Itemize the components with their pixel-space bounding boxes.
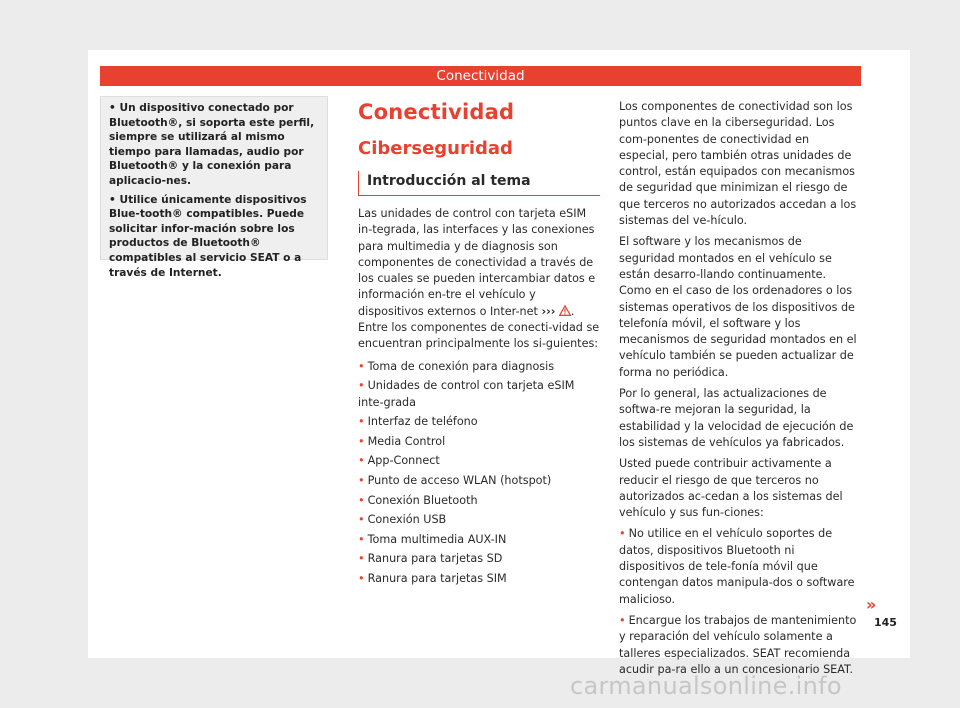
paragraph: Por lo general, las actualizaciones de softwa-re mejoran la seguridad, la estabilidad y la velocidad de ejecución de los sistemas de vehículos ya fabricados.	[619, 387, 854, 449]
paragraph: Los componentes de conectividad son los puntos clave en la ciberseguridad. Los com-ponentes de conectividad en especial, pero también otras unidades de control, están equipados con mecanismos de seguridad que minimizan el riesgo de que terceros no autorizados accedan a los sistemas del ve-hículo.	[619, 100, 857, 228]
bullet-icon: •	[358, 415, 365, 429]
bullet-icon: •	[109, 102, 120, 114]
bullet-icon: •	[619, 527, 626, 541]
middle-column	[358, 100, 600, 591]
note-item: • Utilice únicamente dispositivos Blue-tooth® compatibles. Puede solicitar infor-mación sobre los productos de Bluetooth® compatibles al servicio SEAT o a través de Internet.	[109, 193, 307, 279]
bullet-icon: •	[619, 613, 626, 627]
bullet-icon: •	[358, 473, 365, 487]
section-title: Ciberseguridad	[358, 138, 513, 159]
bullet-icon: •	[109, 193, 120, 206]
list-item: • Ranura para tarjetas SIM	[358, 571, 507, 585]
list-item: • Conexión USB	[358, 513, 447, 527]
warning-icon	[559, 305, 571, 321]
bullet-icon: •	[358, 359, 365, 373]
list-item: • Toma multimedia AUX-IN	[358, 532, 507, 546]
bullet-paragraph: • No utilice en el vehículo soportes de datos, dispositivos Bluetooth ni dispositivos de tele-fonía móvil que contengan datos manipula-dos o software malicioso.	[619, 527, 855, 606]
page-number: 145	[874, 616, 897, 629]
list-item: • Interfaz de teléfono	[358, 415, 478, 429]
subsection-heading: Introducción al tema	[358, 171, 600, 196]
component-list	[358, 359, 600, 588]
note-box	[100, 96, 328, 279]
bullet-icon: •	[358, 571, 365, 585]
chapter-header: Conectividad	[100, 66, 861, 86]
reference-arrow: ›››	[541, 304, 556, 318]
list-item: • Unidades de control con tarjeta eSIM inte-grada	[358, 379, 575, 409]
bullet-icon: •	[358, 454, 365, 468]
list-item: • Toma de conexión para diagnosis	[358, 359, 555, 373]
list-item: • Ranura para tarjetas SD	[358, 552, 503, 566]
bullet-icon: •	[358, 552, 365, 566]
bullet-icon: •	[358, 379, 365, 393]
intro-paragraph: Las unidades de control con tarjeta eSIM in-tegrada, las interfaces y las conexiones para multimedia y de diagnosis son componentes de conectividad a través de los cuales se pueden intercambiar datos e información en-tre el vehículo y dispositivos externos o Inter-net ››› . Entre los componentes de conecti-vidad se encuentran principalmente los si-guientes:	[358, 207, 600, 351]
list-item: • Conexión Bluetooth	[358, 493, 478, 507]
bullet-paragraph: • Encargue los trabajos de mantenimiento y reparación del vehículo solamente a talleres especializados. SEAT recomienda acudir pa-ra ello a un concesionario SEAT.	[619, 613, 857, 676]
list-item: • Media Control	[358, 434, 446, 448]
paragraph: El software y los mecanismos de seguridad montados en el vehículo se están desarro-llando continuamente. Como en el caso de los ordenadores o los sistemas operativos de los dispositivos de telefonía móvil, el software y los mecanismos de seguridad montados en el vehículo también se pueden actualizar de forma no periódica.	[619, 235, 857, 379]
note-item: • Un dispositivo conectado por Bluetooth®, si soporta este perfil, siempre se utilizará al mismo tiempo para llamadas, audio por Bluetooth® y la conexión para aplicacio-nes.	[109, 102, 315, 187]
paragraph: Usted puede contribuir activamente a reducir el riesgo de que terceros no autorizados ac-cedan a los sistemas del vehículo y sus fun-ciones:	[619, 457, 843, 520]
bullet-icon: •	[358, 493, 365, 507]
watermark: carmanualsonline.info	[570, 672, 842, 700]
right-column	[619, 99, 859, 683]
continue-arrow-icon: »	[866, 595, 877, 614]
bullet-icon: •	[358, 434, 365, 448]
page-title: Conectividad	[358, 100, 515, 124]
list-item: • App-Connect	[358, 454, 440, 468]
manual-page	[88, 50, 910, 676]
bullet-icon: •	[358, 513, 365, 527]
list-item: • Punto de acceso WLAN (hotspot)	[358, 473, 552, 487]
bullet-icon: •	[358, 532, 365, 546]
